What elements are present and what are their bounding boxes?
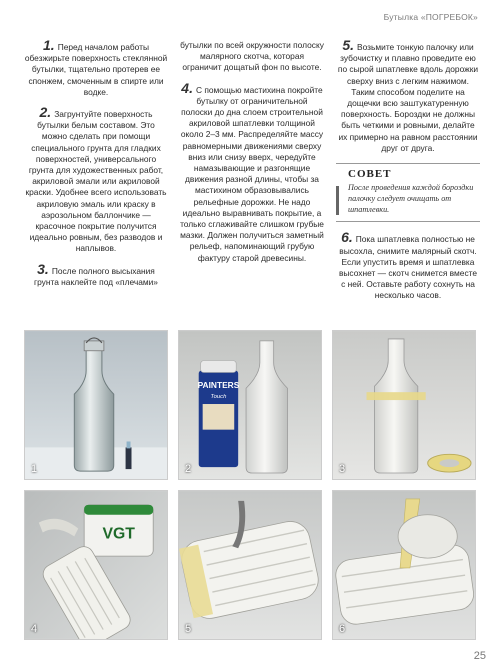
photo-6-number: 6 xyxy=(339,623,346,635)
text-column-1 xyxy=(24,37,168,297)
step-5 xyxy=(336,37,480,154)
photo-6-image xyxy=(333,491,475,639)
photo-4-number: 4 xyxy=(31,623,38,635)
step-4 xyxy=(180,79,324,264)
step-2-text: Загрунтуйте поверхность бутылки белым составом. Это можно сделать при помощи специального грунта для гладких поверхностей, универсального грунта для художественных работ, акриловой эмали или акриловой краски. Удобнее всего использовать акриловую эмаль или краску в аэрозольном баллончике — красочное покрытие получится идеально ровным, без разводов и наплывов. xyxy=(25,109,167,254)
photo-1 xyxy=(24,330,168,480)
step-3-continued: бутылки по всей окружности полоску малярного скотча, которая ограничит дощатый фон по высоте. xyxy=(180,40,324,73)
step-5-text: Возьмите тонкую палочку или зубочистку и плавно проведите ею по сырой шпатлевке вдоль дорожки сверху вниз с легким нажимом. Таким способом поделите на дощечки всю заштукатуренную поверхность. Бороздки не должны быть четкими и ровными, делайте их примерно на равном расстоянии друг от друга. xyxy=(337,42,479,153)
photo-5 xyxy=(178,490,322,640)
photo-5-image xyxy=(179,491,321,639)
step-6-number: 6. xyxy=(341,229,353,246)
step-2-number: 2. xyxy=(39,104,52,121)
text-column-2 xyxy=(180,40,324,273)
step-1 xyxy=(24,37,168,98)
photo-3 xyxy=(332,330,476,480)
step-5-number: 5. xyxy=(342,37,355,53)
step-2 xyxy=(24,104,168,255)
running-header: Бутылка «ПОГРЕБОК» xyxy=(383,12,478,22)
photo-5-number: 5 xyxy=(185,623,192,635)
step-3-number: 3. xyxy=(37,260,49,277)
photo-2-number: 2 xyxy=(185,463,192,475)
step-6 xyxy=(336,229,480,301)
step-3 xyxy=(24,260,168,288)
step-4-text: С помощью мастихина покройте бутылку от ограничительной полоски до дна слоем строительной акриловой шпатлевки толщиной около 2–3 мм. Распределяйте массу равномерными движениями сверху вниз или снизу вверх, чередуйте намазывающие и разгонящие движения разной длины, чтобы за мастихином образовывались рельефные дорожки. Не надо идеально выравнивать покрытие, а только сглаживайте слишком грубые мазки. Должен получиться заметный рельеф, напоминающий грубую фактуру старой древесины. xyxy=(180,84,324,263)
photo-4-image xyxy=(25,491,167,639)
tip-box xyxy=(336,163,480,222)
step-4-number: 4. xyxy=(181,79,193,96)
tip-text: После проведения каждой бороздки палочку следует очищать от шпатлевки. xyxy=(348,183,474,214)
tip-title: СОВЕТ xyxy=(348,168,392,181)
photo-1-number: 1 xyxy=(31,463,38,475)
photo-4 xyxy=(24,490,168,640)
step-1-text: Перед началом работы обезжирьте поверхность стеклянной бутылки, тщательно протерев ее спонжем, смоченным в спирте или водке. xyxy=(24,42,168,97)
page-number: 25 xyxy=(473,650,486,662)
photo-3-image xyxy=(333,331,475,479)
photo-1-image xyxy=(25,331,167,479)
photo-6 xyxy=(332,490,476,640)
photo-2 xyxy=(178,330,322,480)
step-1-number: 1. xyxy=(43,37,55,53)
step-6-text: Пока шпатлевка полностью не высохла, снимите малярный скотч. Если упустить время и шпатлевка высохнет — скотч снимется вместе с ней. Оставьте работу сохнуть на несколько часов. xyxy=(338,234,478,301)
can-brand: PAINTERS xyxy=(197,380,240,391)
step-3-text: После полного высыхания грунта наклейте под «плечами» xyxy=(34,265,158,287)
photo-3-number: 3 xyxy=(339,463,346,475)
can-subtitle: Touch xyxy=(210,394,227,401)
tub-brand: VGT xyxy=(102,525,135,543)
photo-2-image xyxy=(179,331,321,479)
text-column-3 xyxy=(336,37,480,311)
